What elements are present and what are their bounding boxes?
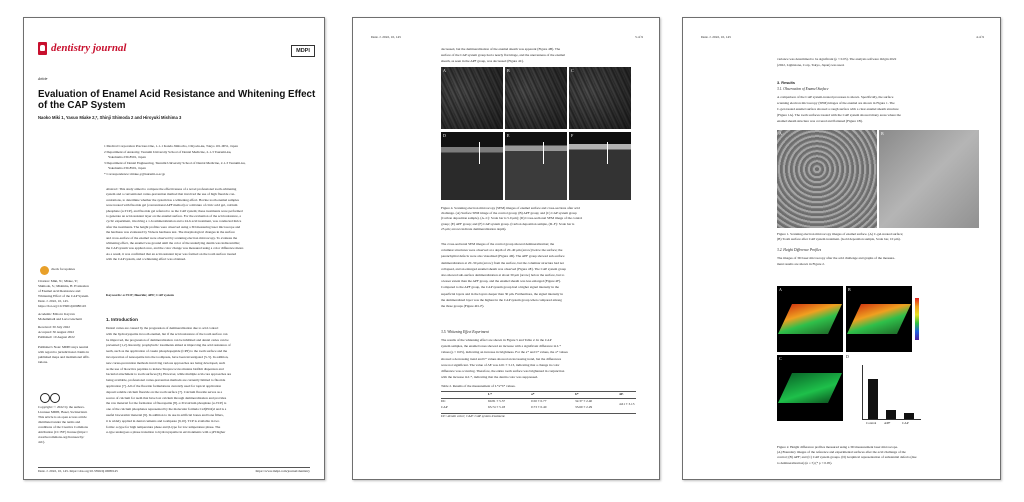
sem-panel-f xyxy=(569,132,631,200)
paragraph-line: the three groups (Figure 4D–F). xyxy=(441,304,485,308)
paragraph-line: (Figure 1A). The tooth surfaces treated with the CAP system showed many areas where the xyxy=(777,113,901,117)
height-map-c xyxy=(777,355,843,421)
affiliation-2b: Yokohama 230-8501, Japan xyxy=(108,155,146,159)
date-line: Received: 30 July 2022 xyxy=(38,325,70,329)
page-header-left: Dent. J. 2022, 10, 145 xyxy=(371,35,401,39)
citation-line: https://doi.org/10.3390/dj10080145 xyxy=(38,304,87,308)
intro-line: be improved, the progression of demineralization can be inhibited and dental caries can be xyxy=(106,337,229,342)
caption-line: 25 μm; arrows indicate demineralization depth). xyxy=(441,226,507,231)
publisher-note-line: with regard to jurisdictional claims in xyxy=(38,350,89,354)
date-line: Accepted: 30 August 2022 xyxy=(38,330,75,334)
paragraph-line: were not significant. The value of ΔE was 4.61 ± 3.13, indicating that a change in color xyxy=(441,362,560,367)
panel-label: A xyxy=(779,287,782,292)
paragraph-line: collapsed, and an enlarged enamel sheath was observed (Figure 4E). The CAP system group xyxy=(441,266,567,271)
abstract-line: phosphate (α-TCP), and fluoride gel referred to as the CAP system; these treatments were performed xyxy=(106,208,243,213)
abstract-line: Abstract: This study aimed to compare the effectiveness of a novel professional tooth-whitening xyxy=(106,187,237,191)
panel-label: E xyxy=(507,133,510,138)
section-heading-3-5: 3.5. Whitening Effect Experiment xyxy=(441,330,489,334)
affiliation-3: 3 Department of Dental Engineering, Tsurumi University School of Dental Medicine, 2-1-3 Tsurumi-ku, xyxy=(104,161,246,165)
paragraph-line: Compared to the APF group, the CAP system group had a higher signal intensity in the xyxy=(441,285,559,290)
intro-line: with the hydroxyapatite in tooth enamel, but if the acid resistance of the tooth surface can xyxy=(106,331,228,336)
abstract-line: system and a conventional caries-prevention method that involved the use of high fluoride con- xyxy=(106,192,236,197)
abstract-line: centrations, to determine whether the system has a whitening effect. Bovine tooth enamel samples xyxy=(106,197,239,202)
paragraph-line: parenchymal defects were also visualized (Figure 4D). The APF group showed sub-surface xyxy=(441,254,565,259)
authors: Naoko Miki 1, Yasuo Miake 2,*, Shinji Shimoda 2 and Hiroyuki Mishima 3 xyxy=(38,115,182,120)
citation-line: of Enamel Acid Resistance and xyxy=(38,289,81,293)
panel-label: B xyxy=(881,131,884,136)
caption-line: group; (E) APF group; and (F) CAP system group. (Carbon deposition sample, (D–F): Scale bar is xyxy=(441,221,575,226)
page-header-right: 5 of 9 xyxy=(635,35,643,39)
intro-line: bacterial attachment to tooth surfaces [6]. However, while multiple acid-care approaches are xyxy=(106,372,232,377)
copyright-line: conditions of the Creative Commons xyxy=(38,425,88,429)
paragraph-line: ment results are shown in Figure 2. xyxy=(777,262,825,266)
by-license-icon[interactable] xyxy=(50,393,60,403)
paragraph-line: showed a decreasing trend and b* values showed an increasing trend, but the differences xyxy=(441,356,562,361)
intro-line: incorporation of nanoapatite into the toothpaste, have been investigated [3–5]. In addition, xyxy=(106,355,229,359)
editors-line: Academic Editors: Kayvan xyxy=(38,312,75,316)
paragraph-line: decreased, but the demineralization of the enamel sheath was apparent (Figure 4B). The xyxy=(441,47,561,51)
affiliation-1: 1 Medical Corporation Precious One, 1-1-1 Kanda Jimbocho, Chiyoda-ku, Tokyo 101-0051, Japan xyxy=(104,144,238,148)
height-map-a xyxy=(777,286,843,352)
abstract-line: whitening effect, the enamel was ground until the color of the underlying dentin was indiscernible; xyxy=(106,241,240,245)
paragraph-line: C-gel-treated enamel surface showed a rough surface with a clear enamel sheath structure xyxy=(777,107,899,111)
surface-plot xyxy=(778,373,842,403)
sem-panel-a xyxy=(441,67,503,129)
copyright-line: distributed under the terms and xyxy=(38,420,81,424)
caption-line: to demineralization) (n = 5) (* p < 0.05). xyxy=(777,460,833,465)
sem-panel-c xyxy=(569,67,631,129)
paragraph-line: scanning electron microscopy (SEM) images of the enamel are shown in Figure 1. The xyxy=(777,101,895,105)
panel-label: D xyxy=(846,354,849,359)
article-type: Article xyxy=(38,77,48,81)
sem-panel-e xyxy=(505,132,567,200)
table-cell: 32.37 ± 2.40 xyxy=(575,399,593,403)
journal-name: dentistry journal xyxy=(51,42,127,54)
abstract-line: were treated with fluoride gel (conventional APF method) or a mixture of citric acid gel, calcium xyxy=(106,203,238,208)
sub2-heading: 3.2. Height Difference Profiles xyxy=(777,248,822,252)
surface-plot xyxy=(847,304,911,334)
intro-line: deposit soluble calcium fluoride on the tooth surface [7]. Calcium fluoride serves as a xyxy=(106,389,223,394)
table-caption: Table 2. Results of the measurement of L*a*b* values. xyxy=(441,384,516,388)
panel-label: B xyxy=(507,68,510,73)
intro-line: prevented [1,2]. Recently, prophylactic treatments aimed at improving the acid resistance of xyxy=(106,343,231,348)
table-rule xyxy=(441,391,636,392)
caption-line: Figure 2. Height difference profiles measured using a 3D measurement laser microscope. xyxy=(777,445,898,449)
paragraph-line: sheath, as seen in the APF group, was decreased (Figure 4C). xyxy=(441,59,524,63)
paragraph-line: The cross-sectional SEM images of the control group showed demineralization; the xyxy=(441,242,555,246)
footer-url[interactable]: https://www.mdpi.com/journal/dentistry xyxy=(255,469,310,473)
page-header-right: 4 of 9 xyxy=(976,35,984,39)
panel-label: A xyxy=(443,68,446,73)
paragraph-line: demineralization at 20–30 μm (arrow) from the surface, but the columnar structure had not xyxy=(441,260,565,265)
paragraph-line: superficial layers and in the layers deeper than 30 μm. Furthermore, the signal intensity in xyxy=(441,291,563,296)
paragraph-line: values (p < 0.05), indicating an increase in brightness. For the a* and b* values, the a* values xyxy=(441,350,568,355)
results-heading: 3. Results xyxy=(777,81,795,85)
paragraph-line: enamel sheath structure was covered and flattened (Figure 1B). xyxy=(777,119,863,123)
color-scale-bar xyxy=(915,298,919,340)
page-3 xyxy=(682,17,1001,480)
copyright-line: Copyright: © 2022 by the authors. xyxy=(38,405,85,409)
intro-line: one of the calcium phosphates represented by the molecular formula Ca3(PO4)2 and is a xyxy=(106,407,227,412)
correspondence[interactable]: * Correspondence: miake-y@tsurumi-u.ac.jp xyxy=(104,172,166,176)
page-1 xyxy=(23,17,325,480)
intro-line: application [7]. All of the fluoride formulations currently used for topical application xyxy=(106,384,222,388)
page-header-left: Dent. J. 2022, 10, 145 xyxy=(701,35,731,39)
defect-bar-chart xyxy=(846,355,924,435)
bar-apf xyxy=(886,410,896,419)
abstract-line: after the treatments. The height profiles were observed using a 3D measuring laser microscope and xyxy=(106,224,241,229)
copyright-line: This article is an open access article xyxy=(38,415,87,419)
footer-rule xyxy=(38,467,310,468)
caption-line: Figure 4. Scanning electron microscopy (SEM) images of enamel surface and cross-sections after acid xyxy=(441,206,580,210)
cc-license-icon[interactable] xyxy=(40,393,50,403)
abstract-line: the CAP system was applied once, and the color change was measured using a color difference meter. xyxy=(106,246,244,251)
page-2 xyxy=(352,17,660,480)
intro-line: useful bioceramic material [9]. In addition to its use in artificial bones and bone fillers, xyxy=(106,413,224,417)
sem-panel-b xyxy=(505,67,567,129)
abstract-line: cyclic experiment, involving a 1-h remineralization and a 24-h acid treatment, was conducted thrice xyxy=(106,219,242,224)
article-title: Evaluation of Enamel Acid Resistance and Whitening Effect of the CAP System xyxy=(38,89,316,111)
caption-line: (A) Boundary images of the reference and experimental surfaces after the acid challenge of the xyxy=(777,450,906,455)
table-cell: 4.61 ± 3.13 xyxy=(619,402,635,406)
publisher-logo: MDPI xyxy=(291,45,315,57)
date-line: Published: 10 August 2022 xyxy=(38,335,75,339)
intro-heading: 1. Introduction xyxy=(106,317,138,322)
paragraph-line: also showed sub-surface demineralization at about 30 μm (arrow) below the surface, but to xyxy=(441,273,565,277)
depth-arrow-icon xyxy=(479,142,480,164)
paragraph-line: the demineralized layer was the highest in the CAP system group when compared among xyxy=(441,297,562,302)
intro-line: Dental caries are caused by the progression of demineralization due to acid contact xyxy=(106,326,219,330)
paragraph-line: a lesser extent than the APF group, and the enamel sheath was less enlarged (Figure 4F). xyxy=(441,279,561,284)
sem-panel-d xyxy=(441,132,503,200)
intro-line: being available, professional caries-prevention methods are currently limited to fluoride xyxy=(106,378,226,383)
copyright-line: creativecommons.org/licenses/by/ xyxy=(38,435,85,439)
table-note: DC: dentin color; CAP: CAP system treatment. xyxy=(441,414,506,418)
intro-line: source of calcium for teeth that have lost calcium through demineralization and provides xyxy=(106,395,227,400)
table-cell: 60.81 ± 5.37 xyxy=(488,399,506,403)
copyright-line: 4.0/). xyxy=(38,440,46,444)
panel-label: D xyxy=(443,133,446,138)
affiliation-2: 2 Department of Anatomy, Tsurumi University School of Dental Medicine, 2-1-3 Tsurumi-ku, xyxy=(104,150,232,154)
caption-line: (B) Tooth surface after CAP system treatment. (Gold deposition sample, Scale bar, 10 μm). xyxy=(777,237,901,242)
panel-label: C xyxy=(571,68,574,73)
caption-line: control; (B) APF; and (C) CAP system groups. (D) Graphical representation of substantial defects (due xyxy=(777,455,917,460)
table-cell: 33.60 ± 2.29 xyxy=(575,405,593,409)
x-tick-label: APF xyxy=(884,421,891,425)
depth-arrow-icon xyxy=(607,142,608,164)
sub1-heading: 3.1. Observation of Enamel Surface xyxy=(777,87,829,91)
paragraph-line: (2022, Lightstone, Corp, Tokyo, Japan) was used. xyxy=(777,63,845,67)
paragraph-line: The images of 3D laser microscopy after the acid challenge and graphs of the measure- xyxy=(777,256,896,260)
table-cell: 0.50 ± 0.77 xyxy=(531,399,547,403)
panel-label: C xyxy=(779,356,782,361)
caption-line: (Carbon deposition sample). (A–C): Scale bar is 5.0 μm); (D) Cross-sectional SEM image of the control xyxy=(441,216,583,221)
publisher-note-line: published maps and institutional affil- xyxy=(38,355,90,359)
intro-line: forms: α-type for high temperature phase and β-type for low temperature phase. The xyxy=(106,424,221,429)
copyright-line: Licensee MDPI, Basel, Switzerland. xyxy=(38,410,88,414)
intro-line: teeth, such as the application of casein phosphopeptide (CPP) to the tooth surface and the xyxy=(106,349,228,354)
paragraph-line: variance was determined to be significant (p < 0.05). The analysis software Origin 2022 xyxy=(777,57,897,61)
editors-line: Mohammadi and Luca Giachetti xyxy=(38,317,82,321)
table-cell: 0.73 ± 0.40 xyxy=(531,405,547,409)
copyright-line: Attribution (CC BY) license (https:// xyxy=(38,430,88,434)
surface-plot xyxy=(778,304,842,334)
keywords: Keywords: α-TCP; fluoride; APF; CAP system xyxy=(106,293,174,297)
affiliation-3b: Yokohama 230-8501, Japan xyxy=(108,166,146,170)
panel-label: B xyxy=(848,287,851,292)
abstract-line: with the CAP system, and a whitening effect was obtained. xyxy=(106,257,186,262)
caption-line: challenge. (A) Surface SEM image of the control group; (B) APF group; and (C) CAP system group xyxy=(441,211,577,216)
publisher-note-line: Publisher's Note: MDPI stays neutral xyxy=(38,345,89,349)
abstract-line: to generate an acid-resistant layer on the enamel surface. For the evaluation of the acid resistance, a xyxy=(106,214,241,218)
abstract-line: As a result, it was confirmed that an acid-resistant layer was formed on the tooth surface treated xyxy=(106,251,237,256)
intro-line: α-type undergoes a phase transition to hydroxyapatite in environments with a pH higher xyxy=(106,430,226,435)
sem-panel-a xyxy=(777,130,877,228)
paragraph-line: difference was occurring. Therefore, the entire tooth surface was brightened in conjunction xyxy=(441,369,565,373)
check-updates-label[interactable]: check for updates xyxy=(51,267,75,271)
bar-cap xyxy=(904,413,914,419)
depth-arrow-icon xyxy=(543,142,544,164)
table-header-cell: L* xyxy=(488,392,492,396)
intro-line: as the use of bioactive peptides to induce Streptococcus mutans biofilm dispersion and xyxy=(106,366,224,371)
panel-label: F xyxy=(571,133,574,138)
intro-line: new caries-prevention methods involving various approaches are being developed, such xyxy=(106,360,226,365)
citation-line: Whitening Effect of the CAP System. xyxy=(38,294,90,298)
intro-line: the raw material for the formation of fluorapatite [8]. α-Tricalcium phosphate (α-TCP) is xyxy=(106,401,227,406)
table-header-cell: a* xyxy=(531,392,535,396)
check-updates-icon[interactable] xyxy=(40,266,49,275)
citation-line: Shimoda, S.; Mishima, H. Evaluation xyxy=(38,284,89,288)
paragraph-line: surface of the CAP system group had a nearly flat image, and the unevenness of the enamel xyxy=(441,53,566,57)
intro-line: it is widely applied in dental cements and toothpaste [9,10]. TCP is available in two xyxy=(106,418,220,423)
table-header-cell: ΔE xyxy=(619,392,624,396)
table-cell: DC xyxy=(441,399,446,403)
journal-logo-icon xyxy=(38,42,47,55)
table-cell: CAP xyxy=(441,405,448,409)
paragraph-line: A comparison of the CAP system-treated processes is shown. Specifically, the surface xyxy=(777,95,894,99)
sem-panel-b xyxy=(879,130,979,228)
citation-line: Dent. J. 2022, 10, 145. xyxy=(38,299,69,303)
table-cell: 63.74 ± 5.18 xyxy=(488,405,506,409)
panel-label: A xyxy=(779,131,782,136)
caption-line: Figure 1. Scanning electron microscopy images of enamel surface. (A) C-gel-treated surface; xyxy=(777,232,904,236)
abstract-line: and cross-surface of the enamel were observed by scanning electron microscopy. To evaluate the xyxy=(106,235,238,240)
paragraph-line: with the increase in L*, indicating that the dentin color was suppressed. xyxy=(441,375,539,380)
x-tick-label: Control xyxy=(866,421,877,425)
publisher-note-line: iations. xyxy=(38,360,48,364)
citation-line: Citation: Miki, N.; Miake, Y.; xyxy=(38,279,79,283)
x-tick-label: CAP xyxy=(902,421,909,425)
paragraph-line: columnar structures were observed at a depth of 20–40 μm (arrow) below the surface; the xyxy=(441,248,563,253)
footer-doi[interactable]: Dent. J. 2022, 10, 145. https://doi.org/10.3390/dj10080145 xyxy=(38,469,118,473)
table-header-cell: b* xyxy=(575,392,579,396)
bar-control xyxy=(868,379,878,419)
abstract-line: the hardness was evaluated by Vickers hardness test. The morphological changes in the surface xyxy=(106,230,235,235)
paragraph-line: system samples, the enamel tones showed an increase with a significant difference in L* xyxy=(441,344,561,349)
paragraph-line: The results of the whitening effect are shown in Figure 5 and Table 2. In the CAP xyxy=(441,338,552,342)
height-map-b xyxy=(846,286,912,352)
